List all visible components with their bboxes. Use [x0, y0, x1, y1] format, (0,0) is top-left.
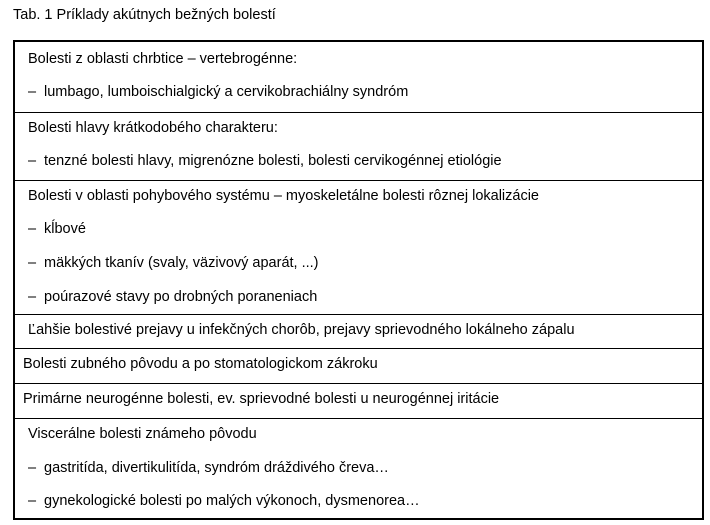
dash-marker: –	[28, 460, 37, 476]
list-item	[28, 458, 389, 478]
list-item-text: mäkkých tkanív (svaly, väzivový aparát, ...)	[44, 255, 319, 271]
list-item-text: poúrazové stavy po drobných poraneniach	[44, 289, 318, 305]
table-row	[15, 42, 702, 112]
list-item-text: lumbago, lumboischialgický a cervikobrachiálny syndróm	[44, 84, 409, 100]
row-heading: Bolesti hlavy krátkodobého charakteru:	[28, 120, 278, 136]
table-caption: Tab. 1 Príklady akútnych bežných bolestí	[13, 7, 276, 23]
list-item	[28, 82, 408, 102]
list-item	[28, 287, 317, 307]
row-heading: Ľahšie bolestivé prejavy u infekčných chorôb, prejavy sprievodného lokálneho zápalu	[28, 322, 575, 338]
list-item-text: tenzné bolesti hlavy, migrenózne bolesti, bolesti cervikogénnej etiológie	[44, 153, 502, 169]
dash-marker: –	[28, 255, 37, 271]
table-row	[15, 383, 702, 418]
list-item	[28, 151, 502, 171]
pain-table	[13, 40, 704, 520]
list-item-text: gastritída, divertikulitída, syndróm dráždivého čreva…	[44, 460, 389, 476]
row-heading: Bolesti v oblasti pohybového systému – myoskeletálne bolesti rôznej lokalizácie	[28, 188, 539, 204]
row-heading: Bolesti zubného pôvodu a po stomatologickom zákroku	[23, 356, 378, 372]
table-row	[15, 418, 702, 519]
list-item	[28, 253, 319, 273]
dash-marker: –	[28, 289, 37, 305]
table-row	[15, 348, 702, 383]
row-heading: Bolesti z oblasti chrbtice – vertebrogénne:	[28, 51, 298, 67]
list-item	[28, 219, 86, 239]
dash-marker: –	[28, 221, 37, 237]
row-heading: Primárne neurogénne bolesti, ev. sprievodné bolesti u neurogénnej iritácie	[23, 391, 500, 407]
dash-marker: –	[28, 493, 37, 509]
dash-marker: –	[28, 153, 37, 169]
list-item-text: kĺbové	[44, 221, 86, 237]
table-row	[15, 314, 702, 348]
row-heading: Viscerálne bolesti známeho pôvodu	[28, 426, 257, 442]
table-row	[15, 112, 702, 180]
table-row	[15, 180, 702, 314]
list-item	[28, 491, 420, 511]
list-item-text: gynekologické bolesti po malých výkonoch, dysmenorea…	[44, 493, 420, 509]
dash-marker: –	[28, 84, 37, 100]
